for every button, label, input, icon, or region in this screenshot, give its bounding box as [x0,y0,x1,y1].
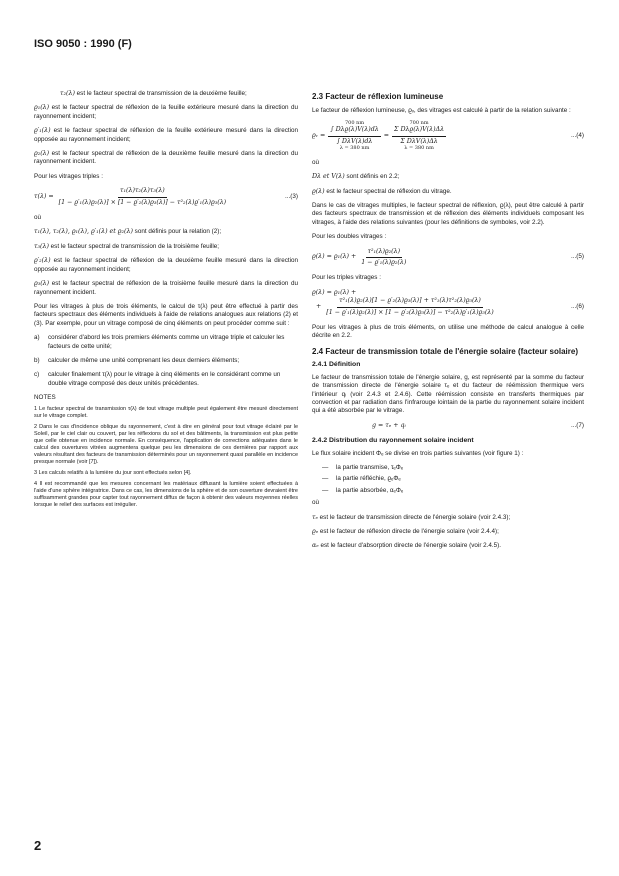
symbol: Dλ et V(λ) [312,173,345,181]
section-heading-2-4-1: 2.4.1 Définition [312,361,361,369]
definition-rho-e [312,528,584,536]
section-heading-2-4: 2.4 Facteur de transmission totale de l'énergie solaire (facteur solaire) [312,346,578,356]
symbol: ϱ₂(λ) [34,150,50,158]
numerator: τ₁(λ)τ₂(λ)τ₃(λ) [118,187,167,197]
equation-number: ...(7) [571,421,584,429]
definition-rho1 [34,104,298,121]
where-label: où [312,158,320,166]
numerator: τ²₁(λ)ϱ₂(λ)[1 − ϱ′₂(λ)ϱ₃(λ)] + τ²₁(λ)τ²₂(λ)ϱ₃(λ) [337,297,483,307]
where-label: où [312,499,320,507]
equation-body: g = τₑ + qᵢ [372,421,406,429]
equation-number: ...(4) [571,132,584,140]
equation-4 [312,121,584,152]
symbol: ϱ′₁(λ) [34,127,51,135]
definition-D-V [312,173,584,181]
definition-text: sont définis en 2.2; [346,173,400,181]
definition-rho3 [34,280,298,297]
note-item: 4 Il est recommandé que les mesures concernant les matériaux diffusant la lumière soient effectuées à l'aide d'une sphère intégratrice. Dans ce cas, les dimensions de la sphère et de son ouverture devraient être suffisamment grandes pour capter tout rayonnement diffus de façon à obtenir des valeurs moyennes réelles lorsque le relief des surfaces est irrégulier. [34,480,298,508]
list-text: la partie absorbée, αₑΦₑ [336,486,404,494]
definition-text: est le facteur spectral de réflexion de la troisième feuille mesuré dans la direction du rayonnement incident. [34,280,298,296]
symbol: τ₁(λ), τ₂(λ), ϱ₁(λ), ϱ′₁(λ) et ϱ₂(λ) [34,228,133,236]
list-text: considérer d'abord les trois premiers éléments comme un vitrage triple et calculer les facteurs de cette unité; [48,334,285,350]
symbol: ϱ₁(λ) [34,104,50,112]
notes-title: NOTES [34,394,56,402]
note-item: 3 Les calculs relatifs à la lumière du jour sont effectués selon [4]. [34,469,192,476]
list-item [34,357,298,365]
definition-text: est le facteur spectral de transmission de la troisième feuille; [50,242,220,250]
paragraph-multiple: Dans le cas de vitrages multiples, le facteur spectral de réflexion, ϱ(λ), peut être calculé à partir des facteurs spectraux de transmission et de réflexion des éléments individuels composant les vitrages, à l'aide des relations suivantes (pour les définitions de symboles, voir 2.2). [312,201,584,226]
equation-lhs: ϱ(λ) = ϱ₁(λ) + [312,253,357,261]
list-item [322,475,584,483]
numerator: Σ Dλϱ(λ)V(λ)Δλ [392,126,446,136]
definition-text: est le facteur spectral de réflexion de la deuxième feuille mesuré dans la direction du rayonnement incident. [34,150,298,166]
list-label: a) [34,334,40,342]
paragraph-2-3: Le facteur de réflexion lumineuse, ϱᵥ, des vitrages est calculé à partir de la relation suivante : [312,106,571,114]
symbol: ϱ(λ) [312,187,325,195]
note-item: 2 Dans le cas d'incidence oblique du rayonnement, c'est à dire en général pour tout vitrage éclairé par le Soleil, par le ciel clair ou couvert, par les réflexions du sol et des bâtiments, la transmission est plus petite que celle obtenue en incidence normale. En conséquence, l'application de corrections adéquates dans le calcul des ouvertures vitrées augmentera quelque peu les dimensions de ces dernières par rapport aux valeurs résultant des facteurs de transmission déterminés pour un rayonnement quasi parallèle en incidence presque normale (voir [7]). [34,423,298,465]
definition-text: est le facteur spectral de réflexion de la feuille extérieure mesuré dans la direction du rayonnement incident; [34,104,298,120]
symbol: αₑ [312,542,319,550]
symbol: ϱₑ [312,528,319,535]
equation-number: ...(3) [285,192,298,200]
limit-top: 700 nm [344,119,365,126]
definition-text: sont définis pour la relation (2); [134,228,222,236]
section-heading-2-4-2: 2.4.2 Distribution du rayonnement solaire incident [312,437,474,445]
definition-rho [312,188,584,196]
list-item [322,464,584,472]
page-number: 2 [34,838,42,853]
symbol: τₑ [312,513,318,521]
list-text: la partie réfléchie, ϱₑΦₑ [336,475,401,483]
list-item [34,334,298,351]
limit-bottom: λ = 380 nm [404,145,434,152]
plus-sign: + [316,302,322,310]
numerator: ∫ Dλϱ(λ)V(λ)dλ [328,126,380,136]
fraction [57,187,228,207]
triple-glazing-intro: Pour les vitrages triples : [34,172,103,180]
definition-text: est le facteur spectral de réflexion de la feuille extérieure mesuré dans la direction opposée au rayonnement incident; [34,127,298,143]
list-label: c) [34,371,40,379]
list-text: calculer finalement τ(λ) pour le vitrage à cinq éléments en le considérant comme un double vitrage composé des deux unités précédentes. [48,371,281,387]
list-item [322,487,584,495]
definition-text: est le facteur spectral de réflexion du vitrage. [326,187,452,195]
list-text: la partie transmise, τₑΦₑ [336,463,404,471]
definition-rho2 [34,150,298,167]
left-column [34,90,298,513]
denominator: 1 − ϱ′₁(λ)ϱ₂(λ) [361,258,407,266]
paragraph-more-elements: Pour les vitrages à plus de trois éléments, on utilise une méthode de calcul analogue à celle décrite en 2.2. [312,324,584,340]
denominator: ∫ DλV(λ)dλ [336,137,373,145]
equation-3 [34,187,298,207]
equals-sign: = [383,132,390,140]
definition-text: est le facteur d'absorption directe de l'énergie solaire (voir 2.4.5). [320,542,502,550]
symbol: τ₂(λ) [60,90,75,97]
equation-6 [312,289,584,317]
definition-tau2 [34,90,298,98]
symbol: ϱ₃(λ) [34,280,50,288]
definition-text: est le facteur spectral de réflexion de la deuxième feuille mesuré dans la direction opposée au rayonnement incident; [34,257,298,273]
paragraph-2-4-1: Le facteur de transmission totale de l'énergie solaire, g, est représenté par la somme du facteur de transmission directe de l'énergie solaire τₑ et du facteur de réémission thermique vers l'intérieur qᵢ (voir 2.4.3 et 2.4.6). Cette réémission consiste en transferts thermiques par convection et par radiation dans l'infrarouge lointain de la partie du rayonnement solaire incident qui a été absorbée par le vitrage. [312,373,584,415]
paragraph-more-elements: Pour les vitrages à plus de trois éléments, le calcul de τ(λ) peut être effectué à partir des facteurs spectraux des éléments individuels à l'aide de relations analogues aux relations (2) et (3). Par exemple, pour un vitrage composé de cinq éléments on peut procéder comme suit : [34,302,298,327]
list-dash: — [322,463,329,471]
limit-bottom: λ = 380 nm [339,145,370,152]
definition-rho2-prime [34,257,298,274]
fraction [359,248,408,268]
symbol: ϱ′₂(λ) [34,257,51,265]
where-label: où [34,214,42,222]
definition-alpha-e [312,542,584,550]
denominator: Σ DλV(λ)Δλ [400,137,438,145]
list-item [34,371,298,388]
denominator: [1 − ϱ′₁(λ)ϱ₂(λ)] × [1 − ϱ′₂(λ)ϱ₃(λ)] − τ²₂(λ)ϱ′₁(λ)ϱ₃(λ) [326,308,494,316]
symbol: τ₃(λ) [34,242,49,250]
list-label: b) [34,356,40,364]
equation-lhs: ϱᵥ = [312,132,326,140]
equation-number: ...(5) [571,253,584,261]
section-heading-2-3: 2.3 Facteur de réflexion lumineuse [312,92,444,101]
denominator: [1 − ϱ′₁(λ)ϱ₂(λ)] × [1 − ϱ′₂(λ)ϱ₃(λ)] − τ²₂(λ)ϱ′₁(λ)ϱ₃(λ) [58,198,227,206]
list-dash: — [322,486,329,494]
fraction [324,297,495,317]
right-column [312,90,584,557]
numerator: τ²₁(λ)ϱ₂(λ) [366,248,403,258]
equation-5 [312,248,584,268]
list-text: calculer de même une unité comprenant les deux derniers éléments; [48,356,240,364]
fraction-sum [392,121,446,152]
equation-lhs: τ(λ) = [34,192,54,200]
definition-text: est le facteur spectral de transmission de la deuxième feuille; [76,90,247,97]
fraction-integral [328,121,380,152]
paragraph-2-4-2: Le flux solaire incident Φₑ se divise en trois parties suivantes (voir figure 1) : [312,449,524,457]
definition-text: est le facteur de réflexion directe de l'énergie solaire (voir 2.4.4); [319,528,499,535]
document-header: ISO 9050 : 1990 (F) [34,38,132,50]
definition-rho1-prime [34,127,298,144]
definition-tau-e [312,514,584,522]
definition-defined [34,228,298,236]
equation-7 [312,422,584,430]
triple-glazing-intro: Pour les triples vitrages : [312,274,381,282]
double-glazing-intro: Pour les doubles vitrages : [312,233,387,241]
equation-number: ...(6) [571,302,584,310]
list-dash: — [322,475,329,483]
limit-top: 700 nm [409,119,429,126]
note-item: 1 Le facteur spectral de transmission τ(λ) de tout vitrage multiple peut également être mesuré directement sur le vitrage complet. [34,405,298,419]
equation-lhs: ϱ(λ) = ϱ₁(λ) + [312,288,357,296]
definition-text: est le facteur de transmission directe de l'énergie solaire (voir 2.4.3); [319,513,511,521]
definition-tau3 [34,243,298,251]
